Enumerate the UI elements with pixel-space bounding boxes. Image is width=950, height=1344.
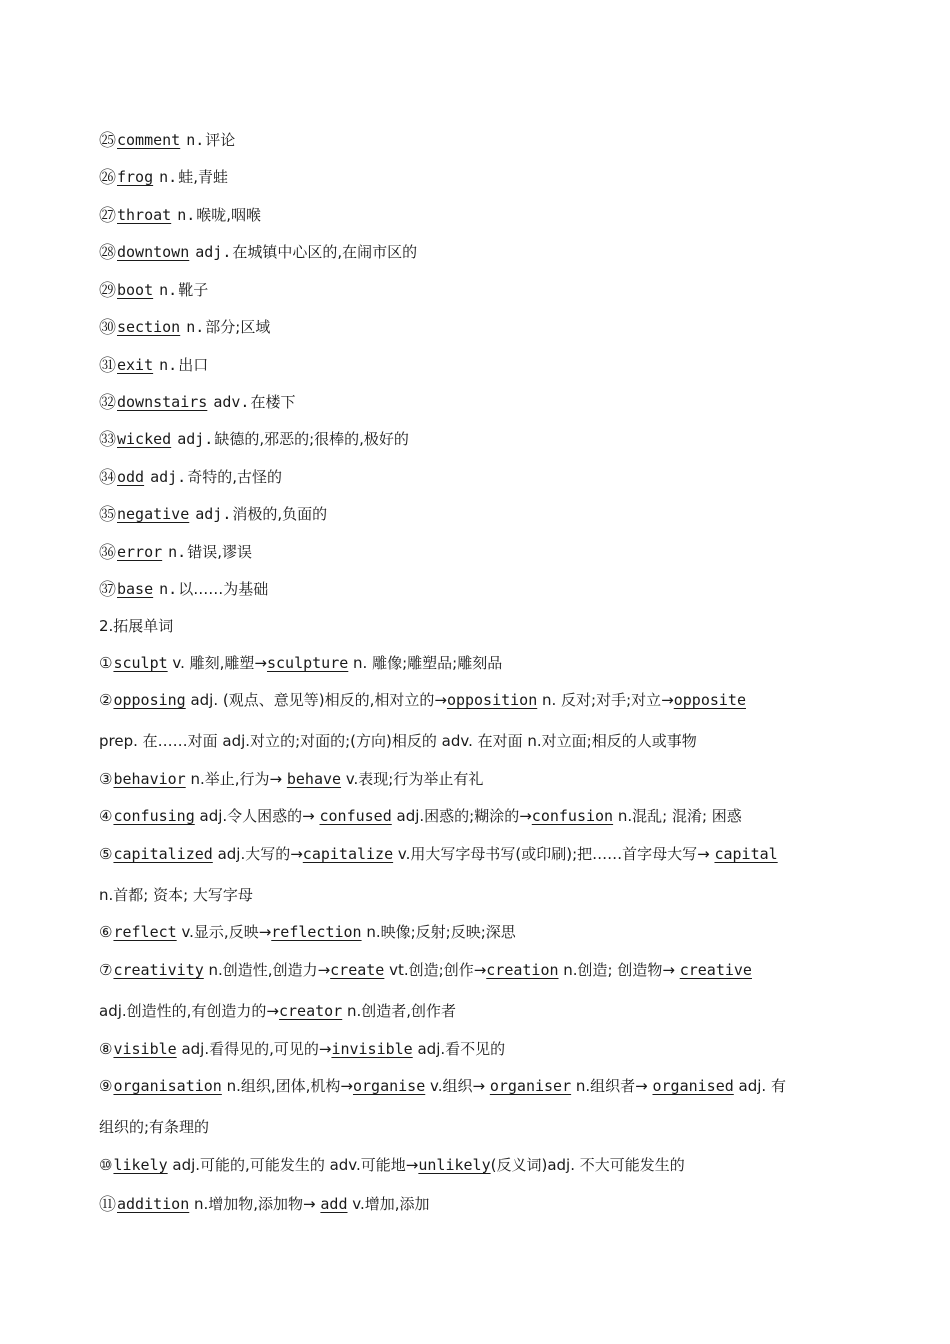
ext-item-continuation bbox=[99, 1001, 456, 1021]
definition: (反义词)adj. 不大可能发生的 bbox=[490, 1156, 685, 1174]
part-of-speech: n. bbox=[159, 356, 178, 374]
ext-item bbox=[99, 1194, 430, 1215]
part-of-speech: adj. bbox=[150, 468, 187, 486]
definition: n. 雕像;雕塑品;雕刻品 bbox=[348, 654, 503, 672]
part-of-speech: n. bbox=[177, 206, 196, 224]
definition: n.组织,团体,机构→ bbox=[221, 1077, 353, 1095]
definition: n.增加物,添加物→ bbox=[189, 1195, 321, 1213]
definition: 在楼下 bbox=[250, 393, 296, 411]
definition: 在城镇中心区的,在闹市区的 bbox=[232, 243, 418, 261]
vocab-item bbox=[99, 205, 261, 226]
definition: 以……为基础 bbox=[178, 580, 269, 598]
item-number: ㊲ bbox=[99, 580, 116, 600]
item-number: ④ bbox=[99, 807, 113, 825]
item-number: ⑤ bbox=[99, 845, 113, 863]
vocab-item bbox=[99, 467, 282, 488]
definition: adj.令人困惑的→ bbox=[194, 807, 320, 825]
vocab-word: creation bbox=[486, 961, 559, 979]
definition: adj. (观点、意见等)相反的,相对立的→ bbox=[185, 691, 447, 709]
item-number: ㉚ bbox=[99, 318, 116, 338]
item-number: ⑧ bbox=[99, 1040, 113, 1058]
vocab-word: behave bbox=[286, 770, 342, 788]
item-number: ㉙ bbox=[99, 281, 116, 301]
vocab-word: creator bbox=[279, 1002, 343, 1020]
item-number: ⑩ bbox=[99, 1156, 113, 1174]
item-number: ㊱ bbox=[99, 543, 116, 563]
vocab-item bbox=[99, 542, 252, 563]
vocab-item bbox=[99, 242, 417, 263]
item-number: ㉞ bbox=[99, 468, 116, 488]
vocab-word: capitalized bbox=[113, 845, 213, 863]
item-number: ② bbox=[99, 691, 113, 709]
vocab-item bbox=[99, 280, 208, 301]
vocab-word: capital bbox=[714, 845, 778, 863]
vocab-word: frog bbox=[117, 168, 154, 186]
vocab-word: likely bbox=[113, 1156, 168, 1174]
vocab-word: confusing bbox=[113, 807, 195, 825]
part-of-speech: adj. bbox=[195, 505, 232, 523]
definition: n.映像;反射;反映;深思 bbox=[361, 923, 516, 941]
definition: adj.看得见的,可见的→ bbox=[176, 1040, 332, 1058]
part-of-speech: n. bbox=[186, 318, 205, 336]
vocab-word: base bbox=[117, 580, 154, 598]
vocab-word: addition bbox=[117, 1195, 190, 1213]
vocab-word: boot bbox=[117, 281, 154, 299]
definition: v. 雕刻,雕塑→ bbox=[167, 654, 267, 672]
part-of-speech: n. bbox=[159, 281, 178, 299]
vocab-word: create bbox=[330, 961, 385, 979]
definition: adj.创造性的,有创造力的→ bbox=[99, 1002, 279, 1020]
item-number: ㉝ bbox=[99, 430, 116, 450]
definition: n.组织者→ bbox=[571, 1077, 653, 1095]
vocab-word: wicked bbox=[117, 430, 172, 448]
item-number: ⑨ bbox=[99, 1077, 113, 1095]
vocab-word: confusion bbox=[531, 807, 614, 825]
ext-item bbox=[99, 653, 502, 673]
vocab-word: section bbox=[117, 318, 181, 336]
vocab-word: sculpt bbox=[113, 654, 168, 672]
item-number: ㉗ bbox=[99, 206, 116, 226]
definition: adj.大写的→ bbox=[212, 845, 303, 863]
item-number: ㉖ bbox=[99, 168, 116, 188]
definition: n.混乱; 混淆; 困惑 bbox=[613, 807, 742, 825]
vocab-word: organised bbox=[652, 1077, 734, 1095]
item-number: ㉜ bbox=[99, 393, 116, 413]
vocab-word: error bbox=[117, 543, 163, 561]
ext-item-continuation: n.首都; 资本; 大写字母 bbox=[99, 886, 253, 904]
item-number: ⑦ bbox=[99, 961, 113, 979]
item-number: ㉘ bbox=[99, 243, 116, 263]
vocab-word: downstairs bbox=[117, 393, 208, 411]
vocab-word: add bbox=[320, 1195, 348, 1213]
definition: 消极的,负面的 bbox=[232, 505, 328, 523]
vocab-word: opposition bbox=[446, 691, 538, 709]
definition: v.增加,添加 bbox=[347, 1195, 430, 1213]
vocab-item bbox=[99, 167, 228, 188]
section-title: 2.拓展单词 bbox=[99, 617, 174, 635]
definition: v.用大写字母书写(或印刷);把……首字母大写→ bbox=[393, 845, 715, 863]
part-of-speech: adj. bbox=[195, 243, 232, 261]
vocab-word: visible bbox=[113, 1040, 177, 1058]
vocab-word: opposing bbox=[113, 691, 186, 709]
definition: 奇特的,古怪的 bbox=[187, 468, 282, 486]
definition: adj.困惑的;糊涂的→ bbox=[391, 807, 532, 825]
vocab-word: comment bbox=[117, 131, 181, 149]
vocab-item bbox=[99, 355, 208, 376]
definition: 蛙,青蛙 bbox=[178, 168, 228, 186]
ext-item-continuation: 组织的;有条理的 bbox=[99, 1118, 210, 1136]
vocab-item bbox=[99, 392, 295, 413]
item-number: ㉛ bbox=[99, 356, 116, 376]
vocab-word: odd bbox=[117, 468, 145, 486]
part-of-speech: n. bbox=[159, 168, 178, 186]
vocab-word: sculpture bbox=[267, 654, 349, 672]
definition: n.创造; 创造物→ bbox=[558, 961, 680, 979]
vocab-word: invisible bbox=[331, 1040, 413, 1058]
definition: 缺德的,邪恶的;很棒的,极好的 bbox=[214, 430, 409, 448]
vocab-word: capitalize bbox=[302, 845, 394, 863]
vocab-word: negative bbox=[117, 505, 190, 523]
vocab-word: organise bbox=[352, 1077, 426, 1095]
vocab-word: organiser bbox=[489, 1077, 572, 1095]
part-of-speech: n. bbox=[159, 580, 178, 598]
definition: n. 反对;对手;对立→ bbox=[537, 691, 674, 709]
definition: 出口 bbox=[178, 356, 209, 374]
item-number: ⑪ bbox=[99, 1195, 116, 1215]
item-number: ㉟ bbox=[99, 505, 116, 525]
vocab-word: organisation bbox=[113, 1077, 222, 1095]
item-number: ③ bbox=[99, 770, 113, 788]
ext-item bbox=[99, 1076, 786, 1096]
ext-item bbox=[99, 769, 483, 789]
part-of-speech: n. bbox=[168, 543, 187, 561]
item-number: ① bbox=[99, 654, 113, 672]
ext-item bbox=[99, 1155, 685, 1175]
vocab-word: opposite bbox=[673, 691, 746, 709]
vocab-word: confused bbox=[319, 807, 392, 825]
ext-item bbox=[99, 690, 746, 710]
ext-item bbox=[99, 960, 752, 980]
vocab-word: reflect bbox=[113, 923, 177, 941]
vocab-word: reflection bbox=[271, 923, 362, 941]
vocab-item bbox=[99, 579, 268, 600]
definition: adj.可能的,可能发生的 adv.可能地→ bbox=[167, 1156, 419, 1174]
definition: 错误,谬误 bbox=[187, 543, 252, 561]
ext-item bbox=[99, 806, 742, 826]
ext-item bbox=[99, 922, 516, 942]
ext-item bbox=[99, 1039, 505, 1059]
vocab-word: behavior bbox=[113, 770, 186, 788]
vocab-word: unlikely bbox=[418, 1156, 491, 1174]
item-number: ㉕ bbox=[99, 131, 116, 151]
ext-item-continuation: prep. 在……对面 adj.对立的;对面的;(方向)相反的 adv. 在对面 n.对立面;相反的人或事物 bbox=[99, 732, 697, 750]
item-number: ⑥ bbox=[99, 923, 113, 941]
definition: n.创造者,创作者 bbox=[342, 1002, 457, 1020]
ext-item bbox=[99, 844, 778, 864]
definition: 评论 bbox=[205, 131, 236, 149]
vocab-word: creativity bbox=[113, 961, 204, 979]
vocab-word: exit bbox=[117, 356, 154, 374]
vocab-item bbox=[99, 317, 270, 338]
definition: 靴子 bbox=[178, 281, 209, 299]
definition: n.举止,行为→ bbox=[185, 770, 287, 788]
part-of-speech: n. bbox=[186, 131, 205, 149]
definition: vt.创造;创作→ bbox=[384, 961, 487, 979]
definition: v.组织→ bbox=[425, 1077, 490, 1095]
definition: adj. 有 bbox=[733, 1077, 786, 1095]
vocab-item bbox=[99, 130, 235, 151]
definition: v.表现;行为举止有礼 bbox=[341, 770, 484, 788]
part-of-speech: adj. bbox=[177, 430, 214, 448]
vocab-word: throat bbox=[117, 206, 172, 224]
vocab-word: downtown bbox=[117, 243, 190, 261]
vocab-word: creative bbox=[679, 961, 752, 979]
definition: 喉咙,咽喉 bbox=[196, 206, 262, 224]
vocab-item bbox=[99, 504, 327, 525]
definition: 部分;区域 bbox=[205, 318, 271, 336]
definition: adj.看不见的 bbox=[412, 1040, 506, 1058]
vocab-item bbox=[99, 429, 409, 450]
definition: v.显示,反映→ bbox=[176, 923, 272, 941]
definition: n.创造性,创造力→ bbox=[203, 961, 331, 979]
part-of-speech: adv. bbox=[213, 393, 250, 411]
